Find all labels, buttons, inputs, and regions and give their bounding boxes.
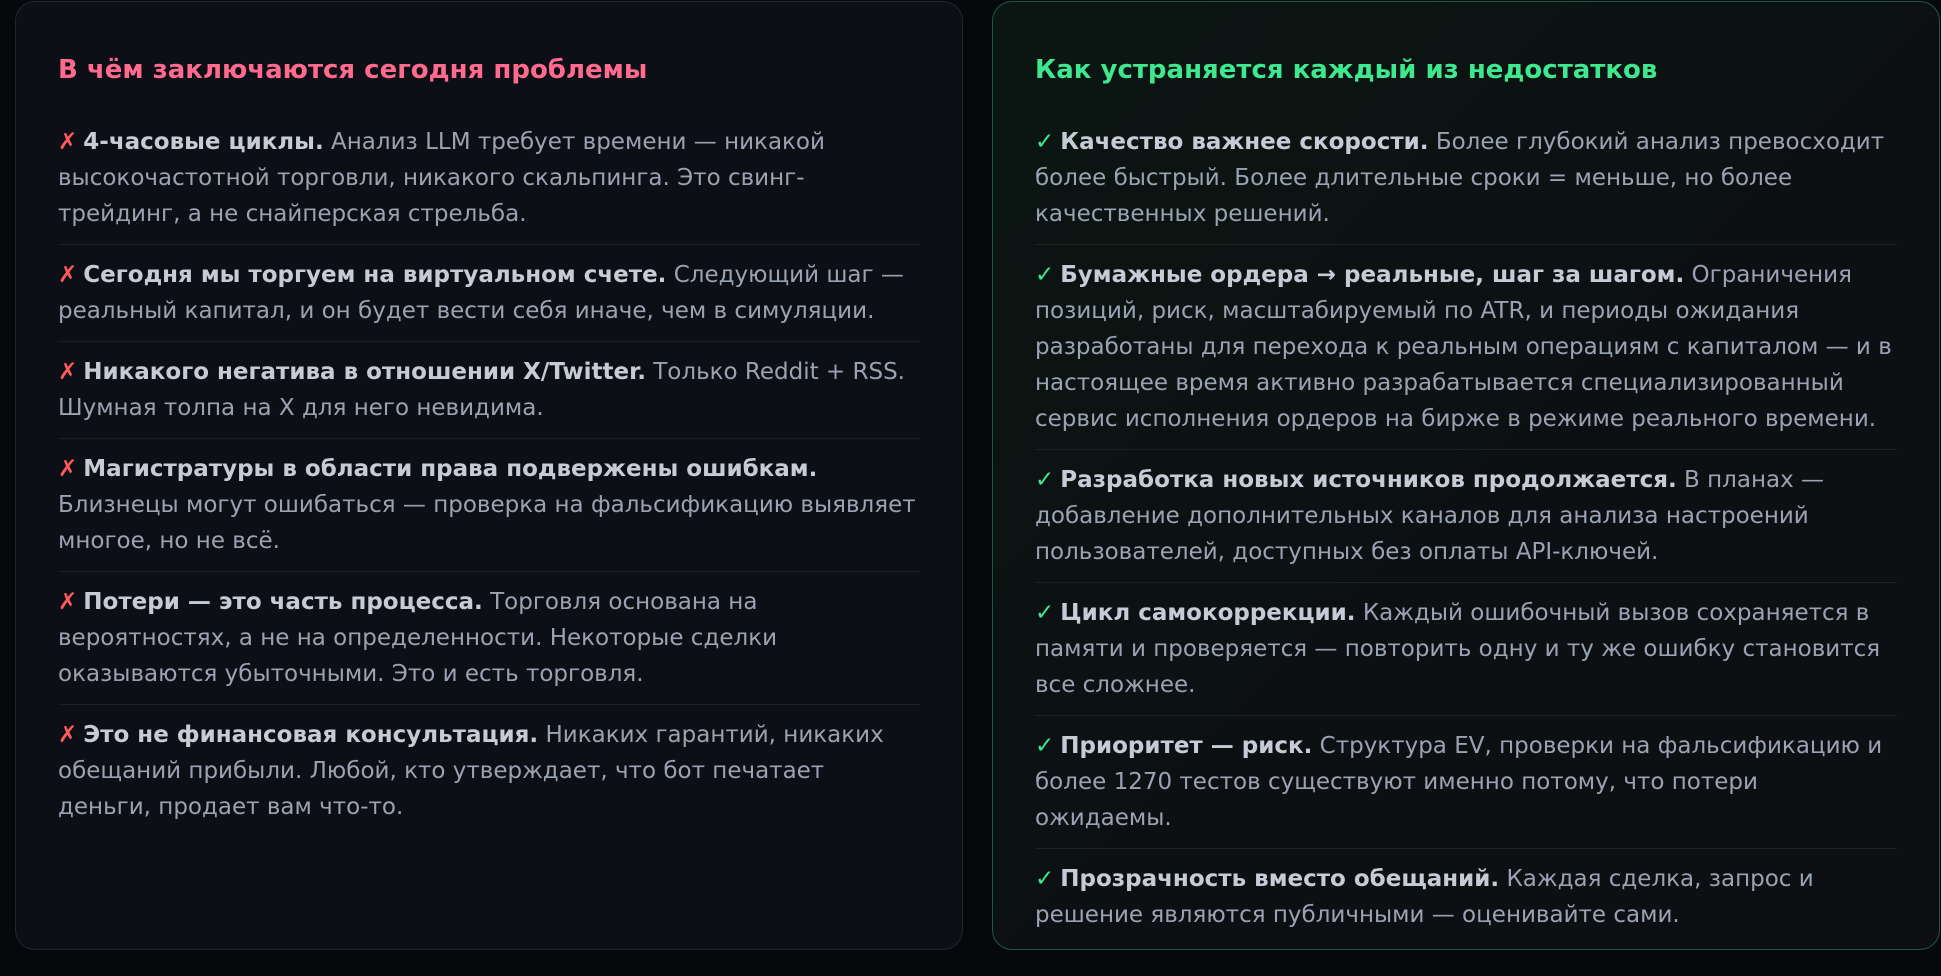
cross-mark-icon: ✗ [58,722,78,748]
solution-item [1035,450,1897,583]
problem-lead: Никакого негатива в отношении X/Twitter. [83,359,646,385]
check-mark-icon: ✓ [1035,733,1055,759]
solutions-card [992,1,1940,950]
problem-item [58,124,920,245]
problem-item [58,572,920,705]
cross-mark-icon: ✗ [58,456,78,482]
solution-lead: Бумажные ордера → реальные, шаг за шагом. [1060,262,1685,288]
solution-text: Каждый ошибочный вызов сохраняется в памяти и проверяется — повторить одну и ту же ошибку становится все сложнее. [1035,600,1881,698]
problem-lead: Потери — это часть процесса. [83,589,483,615]
check-mark-icon: ✓ [1035,600,1055,626]
solution-lead: Прозрачность вместо обещаний. [1060,866,1500,892]
problem-lead: Магистратуры в области права подвержены ошибкам. [83,456,818,482]
problem-item [58,342,920,439]
solution-lead: Приоритет — риск. [1060,733,1313,759]
solution-lead: Качество важнее скорости. [1060,129,1429,155]
problem-item [58,439,920,572]
cross-mark-icon: ✗ [58,589,78,615]
problem-item [58,245,920,342]
solution-text: Более глубокий анализ превосходит более быстрый. Более длительные сроки = меньше, но более качественных решений. [1035,129,1885,227]
problem-text: Никаких гарантий, никаких обещаний прибыли. Любой, кто утверждает, что бот печатает деньги, продает вам что-то. [58,722,884,820]
check-mark-icon: ✓ [1035,467,1055,493]
problems-title: В чём заключаются сегодня проблемы [58,55,648,85]
problem-lead: Это не финансовая консультация. [83,722,539,748]
solution-text: Ограничения позиций, риск, масштабируемый по ATR, и периоды ожидания разработаны для перехода к реальным операциям с капиталом — и в настоящее время активно разрабатывается специализированный сервис исполнения ордеров на бирже в режиме реального времени. [1035,262,1892,432]
solution-text: Структура EV, проверки на фальсификацию и более 1270 тестов существуют именно потому, что потери ожидаемы. [1035,733,1883,831]
solution-lead: Разработка новых источников продолжается. [1060,467,1677,493]
problem-text: Торговля основана на вероятностях, а не на определенности. Некоторые сделки оказываются убыточными. Это и есть торговля. [58,589,778,687]
problem-text: Близнецы могут ошибаться — проверка на фальсификацию выявляет многое, но не всё. [58,492,916,554]
check-mark-icon: ✓ [1035,262,1055,288]
check-mark-icon: ✓ [1035,866,1055,892]
solution-item [1035,124,1897,245]
problem-text: Анализ LLM требует времени — никакой высокочастотной торговли, никакого скальпинга. Это свинг-трейдинг, а не снайперская стрельба. [58,129,825,227]
solution-item [1035,245,1897,450]
check-mark-icon: ✓ [1035,129,1055,155]
solutions-title: Как устраняется каждый из недостатков [1035,55,1658,85]
solution-item [1035,849,1897,945]
solution-text: В планах — добавление дополнительных каналов для анализа настроений пользователей, доступных без оплаты API-ключей. [1035,467,1825,565]
cross-mark-icon: ✗ [58,359,78,385]
solution-item [1035,583,1897,716]
solution-item [1035,716,1897,849]
problem-text: Только Reddit + RSS. Шумная толпа на X для него невидима. [58,359,905,421]
solution-text: Каждая сделка, запрос и решение являются публичными — оценивайте сами. [1035,866,1814,928]
problems-card [15,1,963,950]
problem-text: Следующий шаг — реальный капитал, и он будет вести себя иначе, чем в симуляции. [58,262,904,324]
problem-lead: 4-часовые циклы. [83,129,324,155]
problem-lead: Сегодня мы торгуем на виртуальном счете. [83,262,667,288]
solution-lead: Цикл самокоррекции. [1060,600,1356,626]
problem-item [58,705,920,837]
cross-mark-icon: ✗ [58,129,78,155]
cross-mark-icon: ✗ [58,262,78,288]
